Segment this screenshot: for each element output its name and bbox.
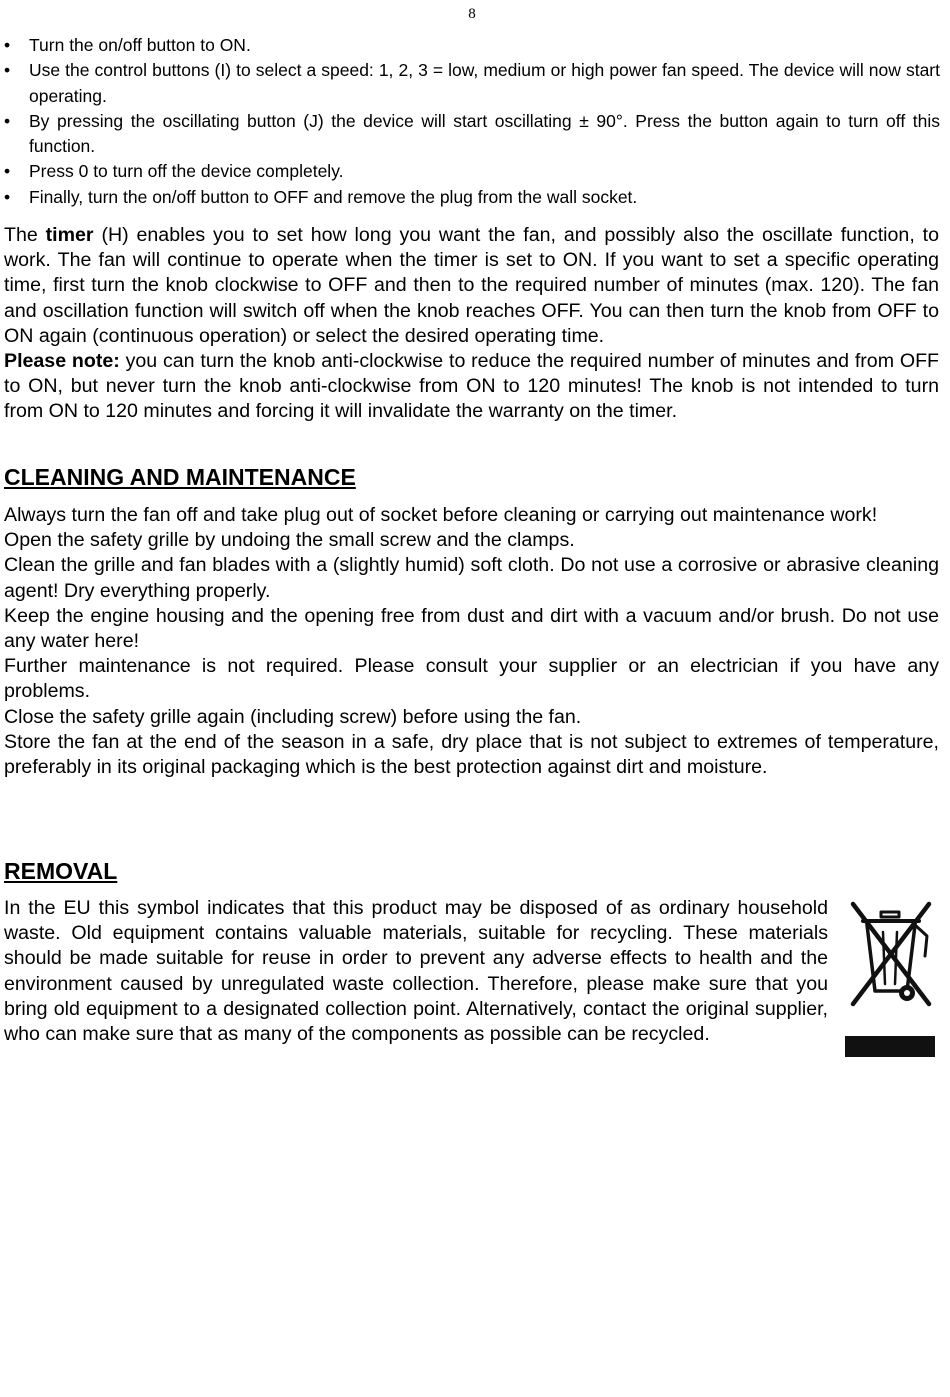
timer-intro: The [4, 224, 46, 246]
cleaning-paragraph: Keep the engine housing and the opening free from dust and dirt with a vacuum and/or brush. Do not use any water here! [4, 604, 939, 653]
cleaning-paragraph: Clean the grille and fan blades with a (slightly humid) soft cloth. Do not use a corrosive or abrasive cleaning agent! Dry everything properly. [4, 554, 939, 602]
removal-heading-block [4, 857, 939, 885]
bullet-icon: • [4, 110, 11, 131]
note-label: Please note: [4, 350, 120, 373]
crossed-out-wheelie-bin-icon [845, 896, 935, 1058]
list-item [4, 33, 940, 58]
bullet-icon: • [4, 186, 11, 207]
list-item [4, 159, 940, 184]
bullet-icon: • [4, 60, 11, 81]
removal-section [4, 896, 828, 1047]
list-item [4, 58, 940, 109]
cleaning-section [4, 463, 939, 780]
list-item [4, 109, 940, 160]
note-paragraph [4, 349, 939, 425]
note-text: you can turn the knob anti-clockwise to reduce the required number of minutes and from OFF to ON, but never turn the knob anti-clockwise from ON to 120 minutes! The knob is not intended to turn from ON to 120 minutes and forcing it will invalidate the warranty on the timer. [4, 350, 940, 423]
cleaning-paragraph: Always turn the fan off and take plug out of socket before cleaning or carrying out maintenance work! [4, 504, 878, 526]
timer-section [4, 223, 939, 425]
list-item [4, 185, 940, 210]
list-item-text: Press 0 to turn off the device completely. [29, 161, 344, 182]
cleaning-paragraph: Open the safety grille by undoing the small screw and the clamps. [4, 529, 575, 552]
bullet-icon: • [4, 35, 11, 55]
cleaning-heading: CLEANING AND MAINTENANCE [4, 464, 356, 490]
list-item-text: Use the control buttons (I) to select a speed: 1, 2, 3 = low, medium or high power fan speed. The device will now start operating. [29, 60, 940, 106]
removal-paragraph: In the EU this symbol indicates that this product may be disposed of as ordinary household waste. Old equipment contains valuable materials, suitable for recycling. These materials should be made suitable for reuse in order to prevent any adverse effects to health and the environment caused by unregulated waste collection. Therefore, please make sure that you bring old equipment to a designated collection point. Alternatively, contact the original supplier, who can make sure that as many of the components as possible can be recycled. [4, 897, 828, 1046]
removal-heading: REMOVAL [4, 858, 118, 884]
cleaning-paragraph: Further maintenance is not required. Please consult your supplier or an electrician if you have any problems. [4, 655, 939, 703]
cleaning-paragraph: Store the fan at the end of the season in a safe, dry place that is not subject to extremes of temperature, preferably in its original packaging which is the best protection against dirt and moisture. [4, 730, 939, 779]
instruction-list [4, 33, 940, 210]
list-item-text: Finally, turn the on/off button to OFF and remove the plug from the wall socket. [29, 186, 638, 207]
page-number: 8 [468, 6, 476, 22]
timer-keyword: timer [45, 224, 94, 246]
timer-description: (H) enables you to set how long you want the fan, and possibly also the oscillate function, to work. The fan will continue to operate when the timer is set to ON. If you want to set a specific operating time, first turn the knob clockwise to OFF and then to the required number of minutes (max. 120). The fan and oscillation function will switch off when the knob reaches OFF. You can then turn the knob from OFF to ON again (continuous operation) or select the desired operating time. [4, 224, 939, 347]
timer-paragraph [4, 223, 939, 349]
cleaning-paragraph: Close the safety grille again (including screw) before using the fan. [4, 705, 582, 728]
list-item-text: By pressing the oscillating button (J) the device will start oscillating ± 90°. Press the button again to turn off this function. [29, 110, 940, 157]
bullet-icon: • [4, 161, 11, 182]
list-item-text: Turn the on/off button to ON. [29, 35, 251, 55]
